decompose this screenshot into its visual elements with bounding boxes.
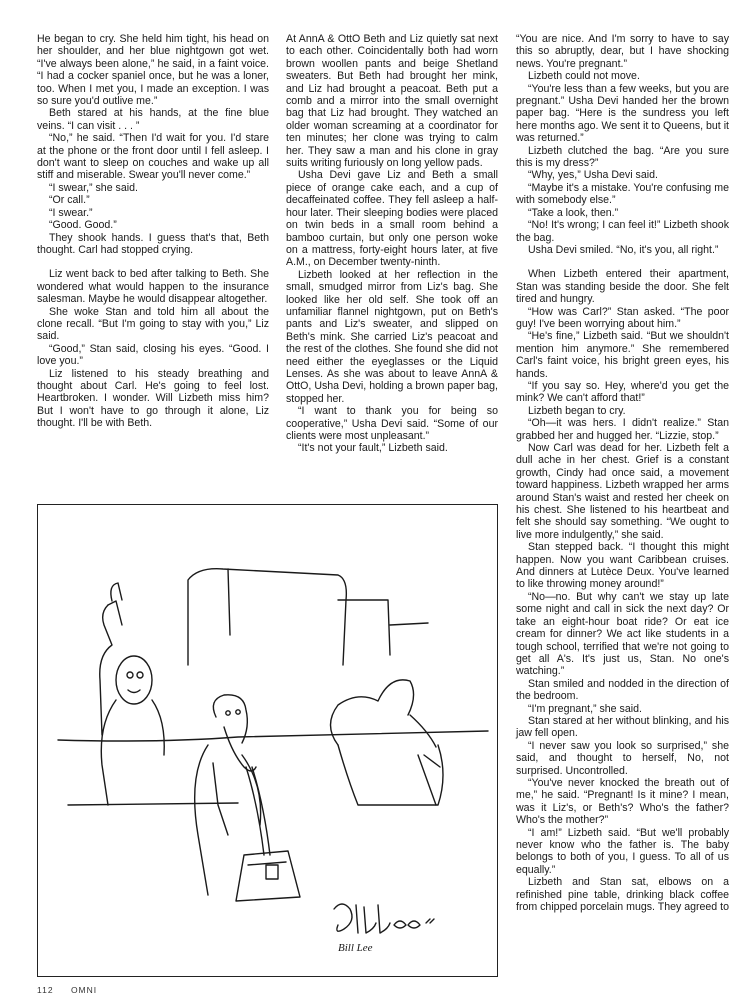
paragraph: “I never saw you look so surprised,” she said, and thought to herself, No, not surprised. Uncontrolled. [516, 739, 729, 777]
paragraph: When Lizbeth entered their apartment, Stan was standing beside the door. She felt tired and hungry. [516, 268, 729, 306]
paragraph: Liz listened to his steady breathing and thought about Carl. He's going to feel lost. Heartbroken. I wonder. Will Lizbeth miss him? But I won't have to go through it alone, Liz thought. I'll be with Beth. [37, 367, 269, 430]
text-column-1 [37, 33, 269, 430]
paragraph: “Why, yes,” Usha Devi said. [528, 169, 658, 182]
paragraph: “No—no. But why can't we stay up late some night and call in sick the next day? Or take an eight-hour boat ride? Or eat ice cream for dinner? We act like students in a tough school, terrified that we're not going to get all A's. It's just us, Stan. No one's watching.” [516, 590, 729, 678]
paragraph: “You've never knocked the breath out of me,” he said. “Pregnant! Is it mine? I mean, was it Liz's, or Beth's? Who's the father? Who's the mother?” [516, 776, 729, 827]
paragraph: She woke Stan and told him all about the clone recall. “But I'm going to stay with you,” Liz said. [37, 305, 269, 343]
paragraph: “How was Carl?” Stan asked. “The poor guy! I've been worrying about him.” [516, 305, 729, 330]
paragraph: “Take a look, then.” [528, 206, 619, 219]
paragraph: He began to cry. She held him tight, his head on her shoulder, and her blue nightgown got wet. “I've always been alone,” he said, in a faint voice. “I had a cocker spaniel once, but he was a loner, too. When I met you, I made an exception. I was so sure you'd outlive me.” [37, 33, 269, 108]
paragraph: “Or call.” [49, 194, 90, 207]
paragraph: “If you say so. Hey, where'd you get the mink? We can't afford that!” [516, 379, 729, 405]
paragraph: “Oh—it was hers. I didn't realize.” Stan grabbed her and hugged her. “Lizzie, stop.” [516, 417, 729, 442]
paragraph: Usha Devi gave Liz and Beth a small piece of orange cake each, and a cup of decaffeinated coffee. They fell asleep a half-hour later. Their sleeping bodies were placed on twin beds in a small room behind a bamboo curtain, but only one person woke on a mattress, forty-eight hours later, at five A.M., on December twenty-ninth. [286, 169, 498, 269]
text-column-2 [286, 33, 498, 455]
page-footer [37, 985, 111, 995]
paragraph: “It's not your fault,” Lizbeth said. [298, 442, 448, 455]
page-number: 112 [37, 985, 54, 995]
paragraph: “I'm pregnant,” she said. [528, 702, 642, 715]
paragraph: Stan smiled and nodded in the direction of the bedroom. [516, 677, 729, 703]
paragraph: “I am!” Lizbeth said. “But we'll probably never know who the father is. The baby belongs to both of you, I guess. To all of us equally.” [516, 826, 729, 876]
paragraph: Usha Devi smiled. “No, it's you, all right.” [528, 243, 719, 256]
paragraph: Now Carl was dead for her. Lizbeth felt a dull ache in her chest. Grief is a constant growth, Cindy had once said, a movement toward happiness. Lizbeth wrapped her arms around Stan's waist and rested her cheek on his chest. She listened to his heartbeat and felt she should say something. “We ought to live more indulgently,” she said. [516, 442, 729, 541]
paragraph: “No! It's wrong; I can feel it!” Lizbeth shook the bag. [516, 219, 729, 244]
paragraph: At AnnA & OttO Beth and Liz quietly sat next to each other. Coincidentally both had worn brown woollen pants and beige Shetland sweaters. But Beth had brought her mink, and Liz had brought a peacoat. Beth put a comb and a mirror into the small overnight bag that Liz had brought. They watched an older woman screaming at a coordinator for ten minutes; her clone was trying to calm her. They saw a man and his clone in gray suits writing furiously on long yellow pads. [286, 33, 498, 170]
paragraph: “You're less than a few weeks, but you are pregnant.” Usha Devi handed her the brown paper bag. “Here is the sundress you left here months ago. We sent it to Queens, but it was returned.” [516, 82, 729, 145]
paragraph: “I want to thank you for being so cooperative,” Usha Devi said. “Some of our clients were most unpleasant.” [286, 405, 498, 442]
paragraph: They shook hands. I guess that's that, Beth thought. Carl had stopped crying. [37, 231, 269, 256]
paragraph: Lizbeth began to cry. [528, 404, 626, 417]
cartoon-drawing [38, 505, 497, 976]
paragraph: “No,” he said. “Then I'd wait for you. I'd stare at the phone or the front door until I fell asleep. I don't want to sleep on couches and wake up all stiff and miserable. Swear you'll never come.” [37, 132, 269, 182]
paragraph: “Maybe it's a mistake. You're confusing me with somebody else.” [516, 181, 729, 207]
paragraph: “He's fine,” Lizbeth said. “But we shouldn't mention him anymore.” She remembered Carl's faint voice, his bright green eyes, his hands. [516, 330, 729, 380]
paragraph: “You are nice. And I'm sorry to have to say this so abruptly, dear, but I have shocking news. You're pregnant.” [516, 33, 729, 70]
paragraph: Liz went back to bed after talking to Beth. She wondered what would happen to the insurance salesman. Maybe he would disappear altogether. [37, 268, 269, 306]
paragraph: Lizbeth clutched the bag. “Are you sure this is my dress?” [516, 144, 729, 170]
paragraph: Lizbeth and Stan sat, elbows on a refinished pine table, drinking black coffee from chipped porcelain mugs. They agreed to [516, 876, 729, 914]
paragraph: “Good,” Stan said, closing his eyes. “Good. I love you.” [37, 342, 269, 368]
cartoon-illustration [37, 504, 498, 977]
magazine-name: OMNI [70, 985, 98, 995]
paragraph: Lizbeth could not move. [528, 70, 640, 83]
paragraph: “I swear.” [49, 206, 93, 219]
cartoon-signature: Bill Lee [338, 942, 373, 954]
paragraph: “Good. Good.” [49, 219, 117, 232]
paragraph: Stan stared at her without blinking, and his jaw fell open. [516, 714, 729, 740]
text-column-3 [516, 33, 729, 913]
paragraph: Stan stepped back. “I thought this might happen. Now you want Caribbean cruises. And dinners at Lutèce Deux. You've learned to like throwing money around!” [516, 541, 729, 591]
paragraph: Beth stared at his hands, at the fine blue veins. “I can visit . . . ” [37, 107, 269, 132]
paragraph: Lizbeth looked at her reflection in the small, smudged mirror from Liz's bag. She looked like her old self. She took off an unfamiliar flannel nightgown, put on Beth's pants and Liz's sweater, and slipped on Beth's mink. She carried Liz's peacoat and the rest of the clothes. She found she did not need either the eyeglasses or the Liquid Lenses. As she was about to leave AnnA & OttO, Usha Devi, holding a brown paper bag, stopped her. [286, 268, 498, 405]
paragraph: “I swear,” she said. [49, 181, 138, 194]
